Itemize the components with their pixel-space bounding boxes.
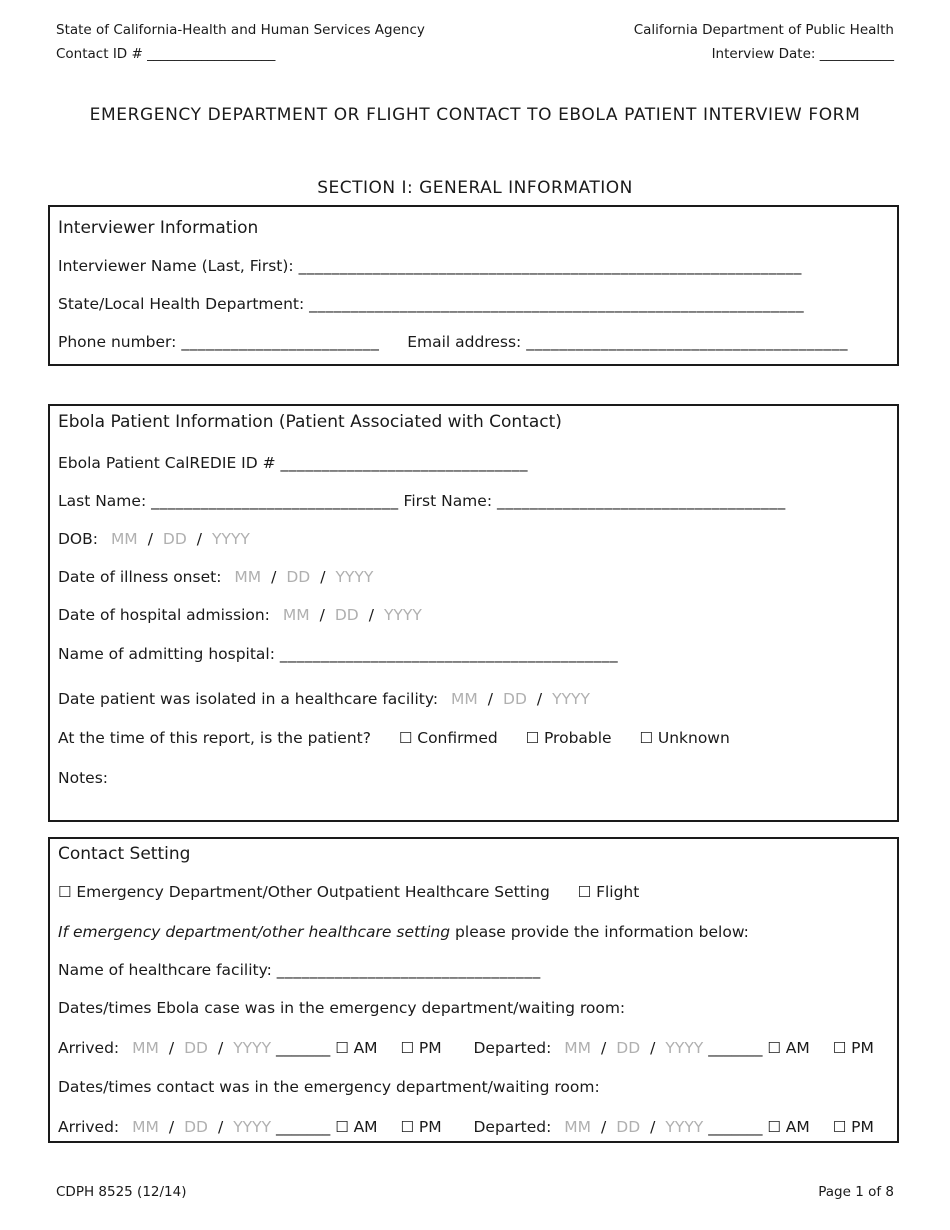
contact-departed-time[interactable]: _______ [708,1118,763,1136]
section-title: SECTION I: GENERAL INFORMATION [317,178,633,198]
date-slash: / [271,568,277,586]
am-label: AM [353,1039,378,1057]
hospital-label: Name of admitting hospital: [58,645,275,663]
hospital-row [58,645,618,663]
checkbox-icon[interactable]: ☐ [335,1039,349,1057]
first-name-field[interactable]: ___________________________________ [496,492,786,510]
checkbox-icon[interactable]: ☐ [525,729,540,747]
date-slash: / [217,1039,224,1057]
dob-year[interactable]: YYYY [212,530,250,548]
am-label: AM [785,1039,810,1057]
calredie-row [58,454,528,472]
contact-departed-year[interactable]: YYYY [665,1118,704,1136]
form-title: EMERGENCY DEPARTMENT OR FLIGHT CONTACT TO EBOLA PATIENT INTERVIEW FORM [89,105,861,125]
pm-label: PM [851,1039,874,1057]
status-unknown[interactable] [639,729,729,747]
health-dept-row [58,295,804,313]
dob-field[interactable] [103,530,250,548]
isolated-year[interactable]: YYYY [552,690,590,708]
date-slash: / [536,690,543,708]
interview-date-label: Interview Date: [711,46,816,62]
checkbox-icon[interactable]: ☐ [398,729,413,747]
first-name-label: First Name: [403,492,493,510]
checkbox-icon[interactable]: ☐ [832,1039,847,1057]
onset-day[interactable]: DD [286,568,311,586]
setting-flight-option[interactable] [578,883,640,901]
facility-field[interactable]: ________________________________ [276,961,541,979]
case-departed-year[interactable]: YYYY [665,1039,704,1057]
arrived-label: Arrived: [58,1118,120,1136]
case-arrived-month[interactable]: MM [132,1039,159,1057]
date-slash: / [368,606,374,624]
contact-departed-day[interactable]: DD [616,1118,641,1136]
setting-flight-label: Flight [596,883,640,901]
email-label: Email address: [407,333,522,351]
case-arrived-year[interactable]: YYYY [233,1039,272,1057]
page-number: Page 1 of 8 [818,1184,894,1200]
checkbox-icon[interactable]: ☐ [400,1039,414,1057]
facility-row [58,961,541,979]
hospital-field[interactable]: _________________________________________ [279,645,619,663]
last-name-label: Last Name: [58,492,147,510]
contact-arrived-year[interactable]: YYYY [233,1118,272,1136]
checkbox-icon[interactable]: ☐ [577,883,592,901]
pm-label: PM [418,1118,442,1136]
date-slash: / [487,690,494,708]
phone-email-row [58,333,848,351]
am-label: AM [785,1118,810,1136]
instruction-row [58,923,749,941]
dob-row [58,530,250,548]
isolated-label: Date patient was isolated in a healthcare facility: [58,690,439,708]
checkbox-icon[interactable]: ☐ [767,1039,781,1057]
calredie-label: Ebola Patient CalREDIE ID # [58,454,276,472]
admission-row [58,606,422,624]
instruction-italic: If emergency department/other healthcare setting [58,923,451,941]
interview-date-field[interactable]: ___________ [819,46,894,62]
instruction-rest: please provide the information below: [450,923,749,941]
dob-label: DOB: [58,530,98,548]
contact-arrived-day[interactable]: DD [184,1118,208,1136]
case-departed-month[interactable]: MM [564,1039,592,1057]
status-unknown-label: Unknown [657,729,730,747]
admission-month[interactable]: MM [282,606,310,624]
date-slash: / [168,1118,175,1136]
isolated-day[interactable]: DD [503,690,527,708]
status-label: At the time of this report, is the patient? [58,729,371,747]
admission-label: Date of hospital admission: [58,606,270,624]
email-field[interactable]: _______________________________________ [526,333,848,351]
case-arrived-day[interactable]: DD [184,1039,208,1057]
isolated-row [58,690,590,708]
phone-field[interactable]: ________________________ [181,333,380,351]
dob-day[interactable]: DD [162,530,187,548]
case-dates-label: Dates/times Ebola case was in the emergency department/waiting room: [58,999,626,1017]
contact-arrived-time[interactable]: _______ [276,1118,331,1136]
contact-dates-label: Dates/times contact was in the emergency department/waiting room: [58,1078,600,1096]
date-slash: / [147,530,153,548]
phone-label: Phone number: [58,333,177,351]
date-slash: / [650,1039,656,1057]
patient-name-row [58,492,786,510]
admission-day[interactable]: DD [334,606,359,624]
agency-name: State of California-Health and Human Services Agency [56,22,425,38]
contact-setting-title: Contact Setting [58,844,191,864]
patient-info-title: Ebola Patient Information (Patient Associated with Contact) [58,412,562,432]
department-name: California Department of Public Health [633,22,894,38]
date-slash: / [196,530,203,548]
checkbox-icon[interactable]: ☐ [400,1118,414,1136]
onset-year[interactable]: YYYY [335,568,374,586]
date-slash: / [168,1039,175,1057]
status-confirmed-label: Confirmed [417,729,498,747]
date-slash: / [217,1118,224,1136]
checkbox-icon[interactable]: ☐ [832,1118,847,1136]
checkbox-icon[interactable]: ☐ [58,883,72,901]
am-label: AM [353,1118,378,1136]
health-dept-label: State/Local Health Department: [58,295,305,313]
contact-arrived-month[interactable]: MM [132,1118,159,1136]
departed-label: Departed: [473,1039,552,1057]
contact-times-row [58,1118,874,1136]
interviewer-name-row [58,257,802,275]
checkbox-icon[interactable]: ☐ [335,1118,349,1136]
departed-label: Departed: [473,1118,552,1136]
date-slash: / [601,1118,607,1136]
case-departed-time[interactable]: _______ [708,1039,763,1057]
setting-options-row [58,883,639,901]
setting-ed-label: Emergency Department/Other Outpatient Healthcare Setting [76,883,550,901]
interviewer-name-label: Interviewer Name (Last, First): [58,257,294,275]
contact-id-label: Contact ID # [56,46,143,62]
contact-departed-month[interactable]: MM [564,1118,592,1136]
date-slash: / [650,1118,656,1136]
status-probable[interactable] [526,729,612,747]
calredie-field[interactable]: ______________________________ [280,454,529,472]
interviewer-info-box [48,205,899,366]
arrived-label: Arrived: [58,1039,120,1057]
case-times-row [58,1039,874,1057]
onset-month[interactable]: MM [234,568,262,586]
status-row [58,729,730,747]
setting-ed-option[interactable] [58,883,550,901]
status-confirmed[interactable] [399,729,498,747]
health-dept-field[interactable]: ____________________________________________________________ [309,295,805,313]
interviewer-info-title: Interviewer Information [58,218,259,238]
dob-month[interactable]: MM [110,530,138,548]
date-slash: / [319,606,325,624]
case-departed-day[interactable]: DD [616,1039,641,1057]
pm-label: PM [851,1118,874,1136]
interviewer-name-field[interactable]: _____________________________________________________________ [298,257,802,275]
contact-id-field[interactable]: ___________________ [147,46,276,62]
facility-label: Name of healthcare facility: [58,961,272,979]
checkbox-icon[interactable]: ☐ [767,1118,781,1136]
case-arrived-time[interactable]: _______ [276,1039,331,1057]
notes-label: Notes: [58,769,108,787]
form-number: CDPH 8525 (12/14) [56,1184,187,1200]
date-slash: / [601,1039,607,1057]
checkbox-icon[interactable]: ☐ [639,729,653,747]
onset-label: Date of illness onset: [58,568,222,586]
pm-label: PM [418,1039,442,1057]
patient-info-box [48,404,899,822]
contact-id [56,46,275,62]
contact-setting-box [48,837,899,1143]
status-probable-label: Probable [543,729,612,747]
date-slash: / [320,568,326,586]
onset-row [58,568,373,586]
last-name-field[interactable]: ______________________________ [151,492,399,510]
isolated-month[interactable]: MM [451,690,478,708]
interview-date [712,46,894,62]
admission-year[interactable]: YYYY [383,606,422,624]
